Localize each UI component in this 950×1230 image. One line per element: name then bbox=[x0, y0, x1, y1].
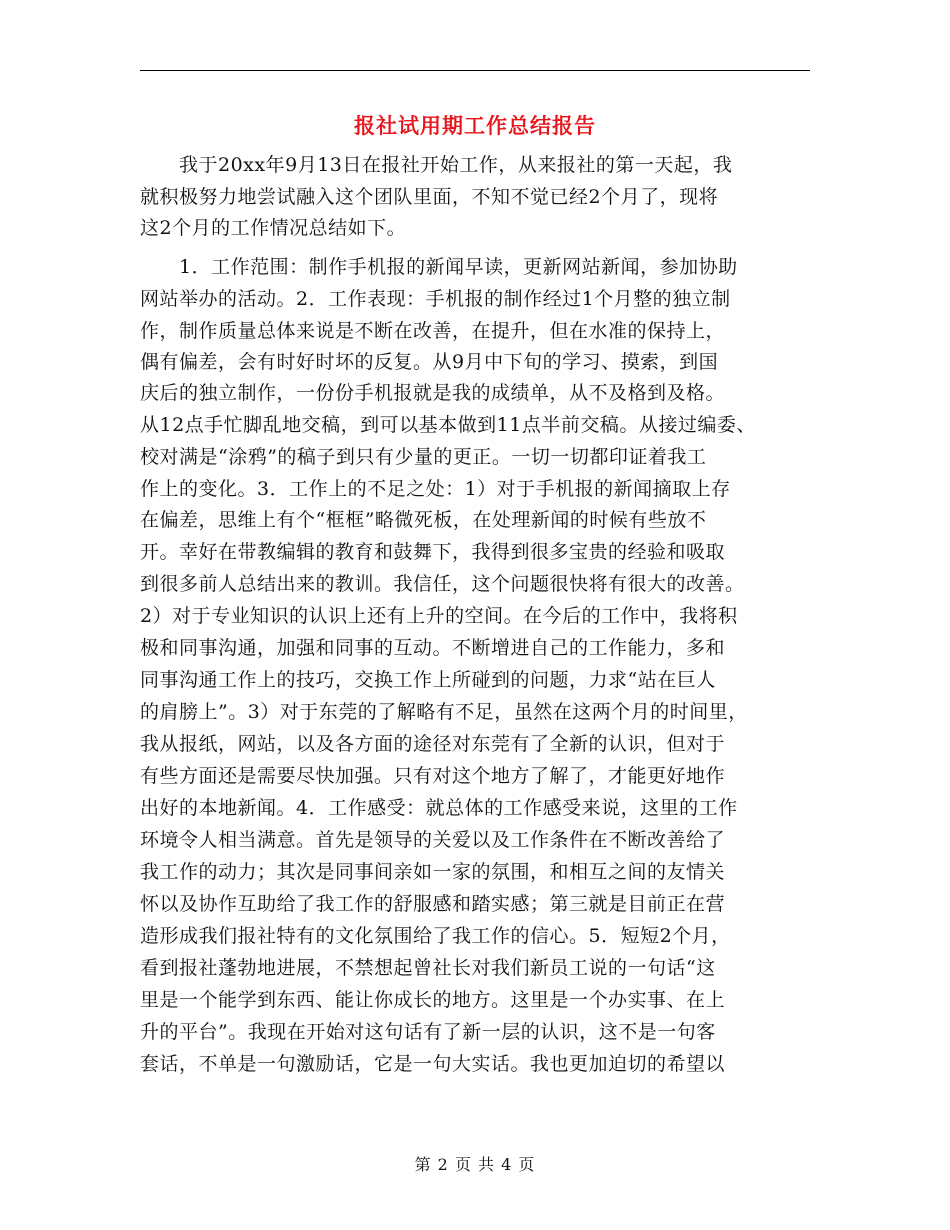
body-line: 里是一个能学到东西、能让你成长的地方。这里是一个办实事、在上 bbox=[140, 989, 726, 1011]
body-line: 环境令人相当满意。首先是领导的关爱以及工作条件在不断改善给了 bbox=[140, 829, 726, 851]
body-line: 怀以及协作互助给了我工作的舒服感和踏实感；第三就是目前正在营 bbox=[140, 893, 726, 915]
body-line: 到很多前人总结出来的教训。我信任，这个问题很快将有很大的改善。 bbox=[140, 573, 745, 595]
body-line: 我于20xx年9月13日在报社开始工作，从来报社的第一天起，我 bbox=[140, 154, 733, 176]
body-line: 极和同事沟通，加强和同事的互动。不断增进自己的工作能力，多和 bbox=[140, 637, 726, 659]
document-title: 报社试用期工作总结报告 bbox=[354, 113, 596, 138]
body-line: 造形成我们报社特有的文化氛围给了我工作的信心。5．短短2个月， bbox=[140, 925, 731, 947]
body-line: 出好的本地新闻。4．工作感受：就总体的工作感受来说，这里的工作 bbox=[140, 797, 738, 819]
body-line: 看到报社蓬勃地进展，不禁想起曾社长对我们新员工说的一句话“这 bbox=[140, 957, 716, 979]
body-line: 校对满是“涂鸦”的稿子到只有少量的更正。一切一切都印证着我工 bbox=[140, 446, 707, 468]
body-line: 偶有偏差，会有时好时坏的反复。从9月中下旬的学习、摸索，到国 bbox=[140, 351, 719, 373]
page-number: 第 2 页 共 4 页 bbox=[414, 1155, 536, 1174]
body-line: 同事沟通工作上的技巧，交换工作上所碰到的问题，力求“站在巨人 bbox=[140, 669, 716, 691]
body-line: 开。幸好在带教编辑的教育和鼓舞下，我得到很多宝贵的经验和吸取 bbox=[140, 541, 726, 563]
body-line: 套话，不单是一句激励话，它是一句大实话。我也更加迫切的希望以 bbox=[140, 1053, 726, 1075]
body-line: 2）对于专业知识的认识上还有上升的空间。在今后的工作中，我将积 bbox=[140, 605, 738, 627]
body-line: 作，制作质量总体来说是不断在改善，在提升，但在水准的保持上， bbox=[140, 320, 726, 342]
body-line: 的肩膀上”。3）对于东莞的了解略有不足，虽然在这两个月的时间里， bbox=[140, 701, 748, 723]
body-line: 这2个月的工作情况总结如下。 bbox=[140, 217, 407, 239]
body-line: 我从报纸，网站，以及各方面的途径对东莞有了全新的认识，但对于 bbox=[140, 733, 726, 755]
body-line: 网站举办的活动。2．工作表现：手机报的制作经过1个月整的独立制 bbox=[140, 288, 731, 310]
body-line: 从12点手忙脚乱地交稿，到可以基本做到11点半前交稿。从接过编委、 bbox=[140, 414, 756, 436]
body-line: 作上的变化。3．工作上的不足之处：1）对于手机报的新闻摘取上存 bbox=[140, 478, 731, 500]
body-line: 有些方面还是需要尽快加强。只有对这个地方了解了，才能更好地作 bbox=[140, 765, 726, 787]
body-line: 庆后的独立制作，一份份手机报就是我的成绩单，从不及格到及格。 bbox=[140, 382, 726, 404]
body-line: 在偏差，思维上有个“框框”略微死板，在处理新闻的时候有些放不 bbox=[140, 509, 707, 531]
body-line: 我工作的动力；其次是同事间亲如一家的氛围，和相互之间的友情关 bbox=[140, 861, 726, 883]
body-line: 升的平台”。我现在开始对这句话有了新一层的认识，这不是一句客 bbox=[140, 1021, 716, 1043]
header-rule bbox=[140, 70, 810, 71]
body-line: 就积极努力地尝试融入这个团队里面，不知不觉已经2个月了，现将 bbox=[140, 186, 719, 208]
body-line: 1．工作范围：制作手机报的新闻早读，更新网站新闻，参加协助 bbox=[140, 256, 738, 278]
